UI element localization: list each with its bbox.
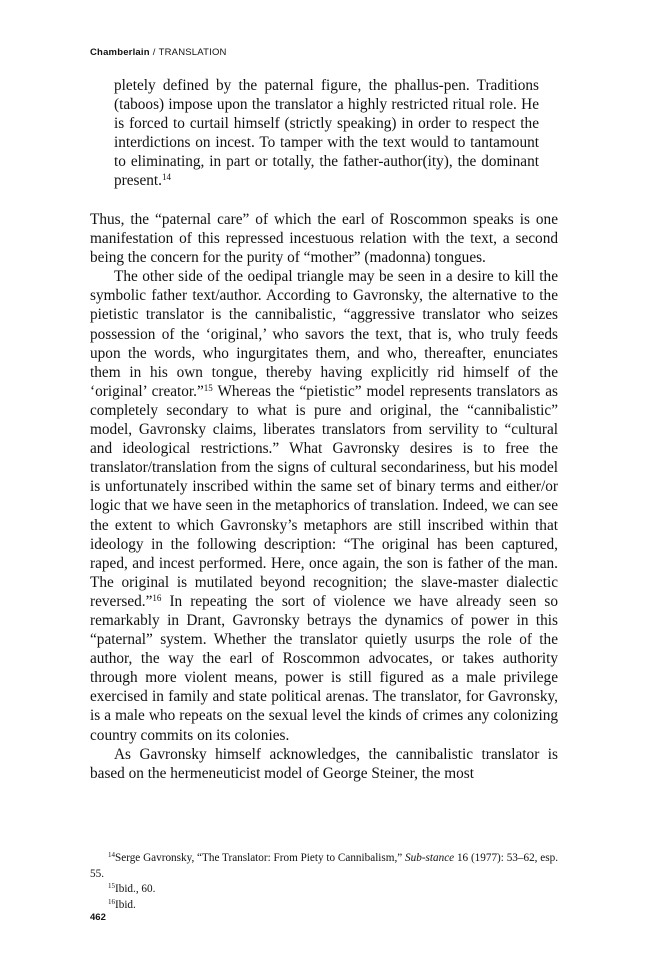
footnote-number-14: 14 <box>108 851 115 859</box>
footnote-15-text: Ibid., 60. <box>115 883 156 896</box>
paragraph-3 <box>90 745 558 783</box>
running-head-separator: / <box>152 47 156 58</box>
paragraph-3-text: As Gavronsky himself acknowledges, the cannibalistic translator is based on the hermeneuticist model of George Steiner, the most <box>90 745 558 782</box>
footnote-number-15: 15 <box>108 882 115 891</box>
running-head <box>90 47 227 58</box>
footnotes <box>90 851 558 913</box>
running-head-author: Chamberlain <box>90 47 150 58</box>
paragraph-2 <box>90 267 558 744</box>
footnote-16-text: Ibid. <box>115 898 136 911</box>
paragraph-1-text: Thus, the “paternal care” of which the earl of Roscommon speaks is one manifestation of this repressed incestuous relation with the text, a second being the concern for the purity of “mother” (madonna) tongues. <box>90 211 558 267</box>
footnote-number-16: 16 <box>108 897 115 906</box>
footnote-ref-16[interactable]: 16 <box>152 592 162 603</box>
footnote-14 <box>90 851 558 882</box>
footnote-15 <box>90 882 558 898</box>
footnote-16 <box>90 898 558 914</box>
paragraph-1 <box>90 210 558 267</box>
footnote-14-text: Serge Gavronsky, “The Translator: From Piety to Cannibalism,” <box>115 852 406 864</box>
block-quote <box>114 76 539 191</box>
paragraph-2-text-a: The other side of the oedipal triangle may be seen in a desire to kill the symbolic father text/author. According to Gavronsky, the alternative to the pietistic translator is the cannibalistic, “aggressive translator who seizes possession of the ‘original,’ who savors the text, that is, who truly feeds upon the words, who ingurgitates them, and who, thereafter, enunciates them in his own tongue, thereby having explicitly rid himself of the ‘original’ creator.” <box>90 268 558 400</box>
footnote-14-rest: 16 (1977): 53–62, esp. 55. <box>90 852 558 880</box>
running-head-section: TRANSLATION <box>158 47 227 58</box>
page-number: 462 <box>90 912 106 923</box>
footnote-14-journal: Sub-stance <box>405 852 455 864</box>
footnote-ref-14[interactable]: 14 <box>162 172 171 183</box>
main-text <box>90 210 558 783</box>
paragraph-2-text-b: Whereas the “pietistic” model represents translators as completely secondary to what is pure and original, the “cannibalistic” model, Gavronsky claims, liberates translators from servility to “cultural and ideological restrictions.” What Gavronsky desires is to free the translator/translation from the signs of cultural secondariness, but his model is unfortunately inscribed within the same set of binary terms and either/or logic that we have seen in the metaphorics of translation. Indeed, we can see the extent to which Gavronsky’s metaphors are still inscribed within that ideology in the following description: “The original has been captured, raped, and incest performed. Here, once again, the son is father of the man. The original is mutilated beyond recognition; the slave-master dialectic reversed.” <box>90 382 558 610</box>
footnote-ref-15[interactable]: 15 <box>203 382 213 393</box>
block-quote-text: pletely defined by the paternal figure, the phallus-pen. Traditions (taboos) impose upon the translator a highly restricted ritual role. He is forced to curtail himself (strictly speaking) in order to respect the interdictions on incest. To tamper with the text would to tantamount to eliminating, in part or totally, the father-author(ity), the dominant present. <box>114 77 539 190</box>
paragraph-2-text-c: In repeating the sort of violence we have already seen so remarkably in Drant, Gavronsky betrays the dynamics of power in this “paternal” system. Whether the translator quietly usurps the role of the author, the way the earl of Roscommon advocates, or takes authority through more violent means, power is still figured as a male privilege exercised in family and state political arenas. The translator, for Gavronsky, is a male who repeats on the sexual level the kinds of crimes any colonizing country commits on its colonies. <box>90 592 558 744</box>
